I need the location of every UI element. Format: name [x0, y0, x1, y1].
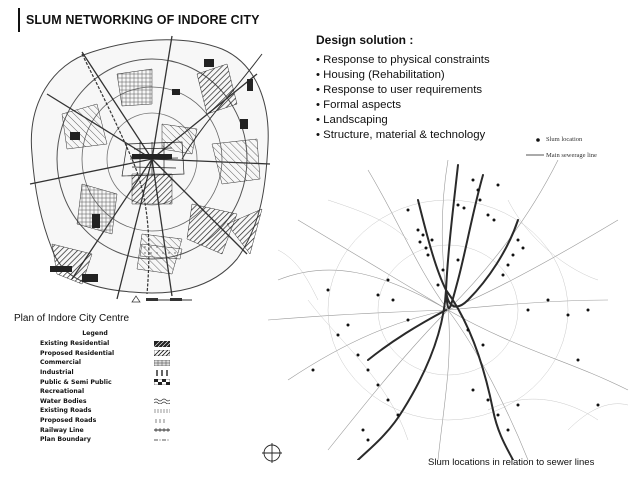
plan-caption: Plan of Indore City Centre: [14, 313, 130, 324]
page-title: SLUM NETWORKING OF INDORE CITY: [26, 13, 260, 27]
legend-label: Proposed Roads: [40, 417, 97, 425]
design-item: • Response to physical constraints: [316, 53, 490, 68]
sparse-dashes-swatch-icon: [154, 418, 170, 424]
legend-label: Water Bodies: [40, 397, 87, 405]
design-solution-heading: Design solution :: [316, 33, 414, 47]
legend-row: [40, 377, 170, 387]
legend-row: [40, 358, 170, 368]
legend-row: [40, 387, 170, 397]
legend-row: [40, 435, 170, 445]
sewer-line-icon: [526, 153, 544, 157]
legend-label: Industrial: [40, 369, 74, 377]
legend-row: [40, 406, 170, 416]
city-centre-plan-map: [22, 34, 274, 304]
legend-label: Railway Line: [40, 426, 84, 434]
slum-dot-icon: [532, 136, 544, 144]
legend-row: [40, 368, 170, 378]
legend-label: Recreational: [40, 388, 85, 396]
rail-swatch-icon: [154, 427, 170, 433]
design-item: • Structure, material & technology: [316, 128, 490, 143]
legend-row: [40, 397, 170, 407]
design-item: • Formal aspects: [316, 98, 490, 113]
map-caption: Slum locations in relation to sewer lines: [428, 457, 595, 468]
legend-label: Existing Roads: [40, 407, 92, 415]
legend-row: [40, 349, 170, 359]
title-bar: [18, 8, 260, 32]
dashes-swatch-icon: [154, 408, 170, 414]
legend-label: Existing Residential: [40, 340, 110, 348]
design-item: • Housing (Rehabilitation): [316, 68, 490, 83]
design-item: • Response to user requirements: [316, 83, 490, 98]
legend-row: [40, 339, 170, 349]
dash-dot-swatch-icon: [154, 437, 170, 443]
legend-row: [40, 425, 170, 435]
slum-sewer-map: [268, 160, 634, 460]
key-slum-label: Slum location: [546, 136, 583, 143]
checker-swatch-icon: [154, 379, 170, 385]
north-compass-icon: [262, 443, 282, 463]
legend-label: Plan Boundary: [40, 436, 91, 444]
grid-swatch-icon: [154, 360, 170, 366]
key-sewer-label: Main sewerage line: [546, 152, 597, 159]
legend-label: Commercial: [40, 359, 82, 367]
legend-title: Legend: [82, 330, 108, 337]
wave-swatch-icon: [154, 398, 170, 404]
vertical-bars-swatch-icon: [154, 370, 170, 376]
diag-hatch-swatch-icon: [154, 350, 170, 356]
legend-label: Public & Semi Public: [40, 378, 112, 386]
legend-row: [40, 416, 170, 426]
legend-label: Proposed Residential: [40, 349, 115, 357]
dense-hatch-swatch-icon: [154, 341, 170, 347]
plan-legend: [40, 330, 170, 445]
design-solution-list: [316, 53, 490, 143]
design-item: • Landscaping: [316, 113, 490, 128]
